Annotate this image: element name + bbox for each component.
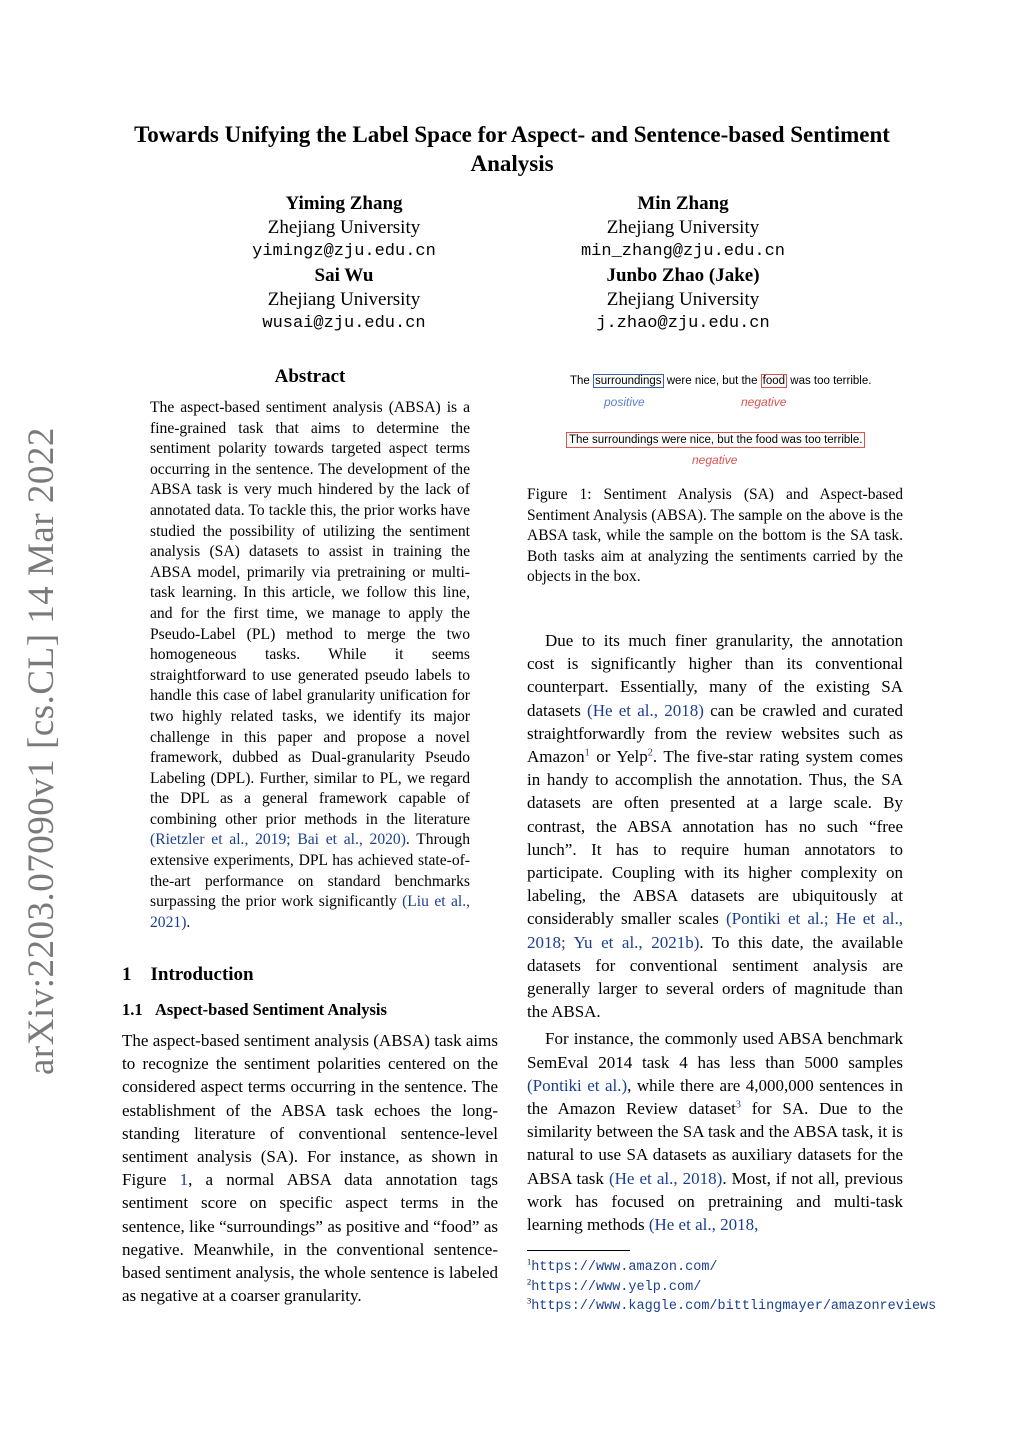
figure-text: The <box>570 375 594 387</box>
footnote-2 <box>527 1278 903 1298</box>
footnote-number: 1 <box>527 1257 532 1267</box>
footnote-rule <box>527 1250 630 1251</box>
footnote-marker[interactable]: 3 <box>735 1099 741 1111</box>
author-email: wusai@zju.edu.cn <box>262 314 426 333</box>
author-name: Yiming Zhang <box>285 193 403 214</box>
footnote-3 <box>527 1296 937 1317</box>
label-negative-sentence: negative <box>692 453 738 467</box>
abstract-heading: Abstract <box>274 366 346 387</box>
footnotes <box>527 1257 937 1317</box>
author-email: min_zhang@zju.edu.cn <box>580 242 786 261</box>
body-text: , a normal ABSA data annotation tags sentiment score on specific aspect terms in the sentence, like “surroundings” as positive and “food” as negative. Meanwhile, in the conventional sentence-based sentiment analysis, the whole sentence is labeled as negative at a coarser granularity. <box>122 1170 498 1306</box>
citation-link[interactable]: (Pontiki et al.; He et al., 2018; Yu et al., 2021b) <box>527 909 903 952</box>
paper-title: Towards Unifying the Label Space for Aspect- and Sentence-based Sentiment Analysis <box>134 122 890 176</box>
citation-link[interactable]: (Liu et al., 2021) <box>150 893 470 931</box>
section-title: Introduction <box>150 964 254 985</box>
citation-link[interactable]: (He et al., 2018) <box>608 1168 723 1188</box>
author-affiliation: Zhejiang University <box>267 289 421 310</box>
aspect-box-surroundings: surroundings <box>595 375 662 387</box>
body-text: , while there are 4,000,000 sentences in the Amazon Review dataset <box>527 1075 904 1119</box>
author-affiliation: Zhejiang University <box>606 217 760 238</box>
citation-link[interactable]: (He et al., 2018, <box>648 1215 759 1235</box>
author-name: Min Zhang <box>637 193 729 214</box>
body-text: for SA. Due to the similarity between the SA task and the ABSA task, it is natural to use SA datasets as auxiliary datasets for the ABSA task <box>527 1099 903 1188</box>
citation-link[interactable]: (He et al., 2018) <box>587 700 704 720</box>
abstract-text: The aspect-based sentiment analysis (ABSA) is a fine-grained task that aims to determine the sentiment polarity towards targeted aspect terms occurring in the sentence. The development of the ABSA task is very much hindered by the lack of annotated data. To tackle this, the prior works have studied the possibility of utilizing the sentiment analysis (SA) datasets to assist in training the ABSA model, primarily via pretraining or multi-task learning. In this article, we follow this line, and for the first time, we manage to apply the Pseudo-Label (PL) method to merge the two homogeneous tasks. While it seems straightforward to use generated pseudo labels to handle this case of label granularity unification for two highly related tasks, we identify its major challenge in this paper and propose a novel framework, dubbed as Dual-granularity Pseudo Labeling (DPL). Further, similar to PL, we regard the DPL as a general framework capable of combining other prior methods in the literature <box>150 399 470 828</box>
author-name: Junbo Zhao (Jake) <box>606 265 760 286</box>
arxiv-stamp: arXiv:2203.07090v1 [cs.CL] 14 Mar 2022 <box>21 427 62 1075</box>
subsection-number: 1.1 <box>122 1000 143 1019</box>
footnote-number: 2 <box>527 1276 532 1286</box>
subsection-title: Aspect-based Sentiment Analysis <box>155 1000 387 1019</box>
body-text: can be crawled and curated straightforwardly from the review websites such as Amazon <box>527 700 903 767</box>
footnote-url[interactable]: https://www.yelp.com/ <box>531 1279 702 1295</box>
section-number: 1 <box>122 964 132 985</box>
abstract-body <box>150 398 470 933</box>
author-email: yimingz@zju.edu.cn <box>252 242 436 261</box>
intro-paragraph <box>122 1029 498 1307</box>
footnote-1 <box>527 1258 903 1278</box>
footnote-url[interactable]: https://www.kaggle.com/bittlingmayer/amazonreviews <box>531 1299 937 1314</box>
footnote-marker[interactable]: 2 <box>647 747 653 759</box>
subsection-heading-absa <box>122 1000 498 1020</box>
body-text: Due to its much finer granularity, the annotation cost is significantly higher than its conventional counterpart. Essentially, many of the existing SA datasets <box>527 631 903 720</box>
author-email: j.zhao@zju.edu.cn <box>596 314 770 333</box>
author-affiliation: Zhejiang University <box>267 217 421 238</box>
figure-caption: Figure 1: Sentiment Analysis (SA) and Aspect-based Sentiment Analysis (ABSA). The sample on the above is the ABSA task, while the sample on the bottom is the SA task. Both tasks aim at analyzing the sentiments carried by the objects in the box. <box>527 486 903 586</box>
label-positive: positive <box>604 395 645 409</box>
body-text: . The five-star rating system comes in handy to accomplish the annotation. Thus, the SA datasets are often presented at a large scale. By contrast, the ABSA annotation has no such “free lunch”. It has to require human annotators to participate. Coupling with its higher complexity on labeling, the ABSA datasets are ubiquitously at considerably smaller scales <box>527 747 903 929</box>
figure-sa-sentence-box: The surroundings were nice, but the food was too terrible. <box>566 432 865 448</box>
footnote-url[interactable]: https://www.amazon.com/ <box>531 1260 718 1275</box>
right-paragraph-1 <box>527 629 903 1236</box>
aspect-box-food: food <box>762 375 786 387</box>
figure-ref-link[interactable]: 1 <box>179 1170 189 1190</box>
body-text: . Most, if not all, previous work has focused on pretraining and multi-task learning methods <box>527 1168 904 1235</box>
figure-text: was too terrible. <box>787 375 872 387</box>
author-block-2 <box>533 192 833 336</box>
citation-link[interactable]: (Rietzler et al., 2019; Bai et al., 2020) <box>150 831 406 849</box>
abstract-text: . Through extensive experiments, DPL has achieved state-of-the-art performance on standard benchmarks surpassing the prior work significantly <box>150 831 470 911</box>
figure-absa-sentence <box>570 375 871 387</box>
figure-text: were nice, but the <box>663 375 761 387</box>
footnote-marker[interactable]: 1 <box>584 747 590 759</box>
citation-link[interactable]: (Pontiki et al.) <box>527 1075 628 1095</box>
body-text: For instance, the commonly used ABSA benchmark SemEval 2014 task 4 has less than 5000 samples <box>527 1029 903 1072</box>
author-name: Sai Wu <box>314 265 374 286</box>
abstract-text: . <box>186 913 191 931</box>
body-text: or Yelp <box>589 747 648 767</box>
body-text: The aspect-based sentiment analysis (ABSA) task aims to recognize the sentiment polarities centered on the considered aspect terms occurring in the sentence. The establishment of the ABSA task echoes the long-standing literature of conventional sentence-level sentiment analysis (SA). For instance, as shown in Figure <box>122 1031 498 1190</box>
author-block-1 <box>194 192 494 336</box>
body-text: . To this date, the available datasets for conventional sentiment analysis are generally larger to several orders of magnitude than the ABSA. <box>527 932 903 1022</box>
section-heading-introduction <box>122 964 498 986</box>
label-negative: negative <box>741 395 787 409</box>
footnote-number: 3 <box>527 1296 532 1306</box>
author-affiliation: Zhejiang University <box>606 289 760 310</box>
